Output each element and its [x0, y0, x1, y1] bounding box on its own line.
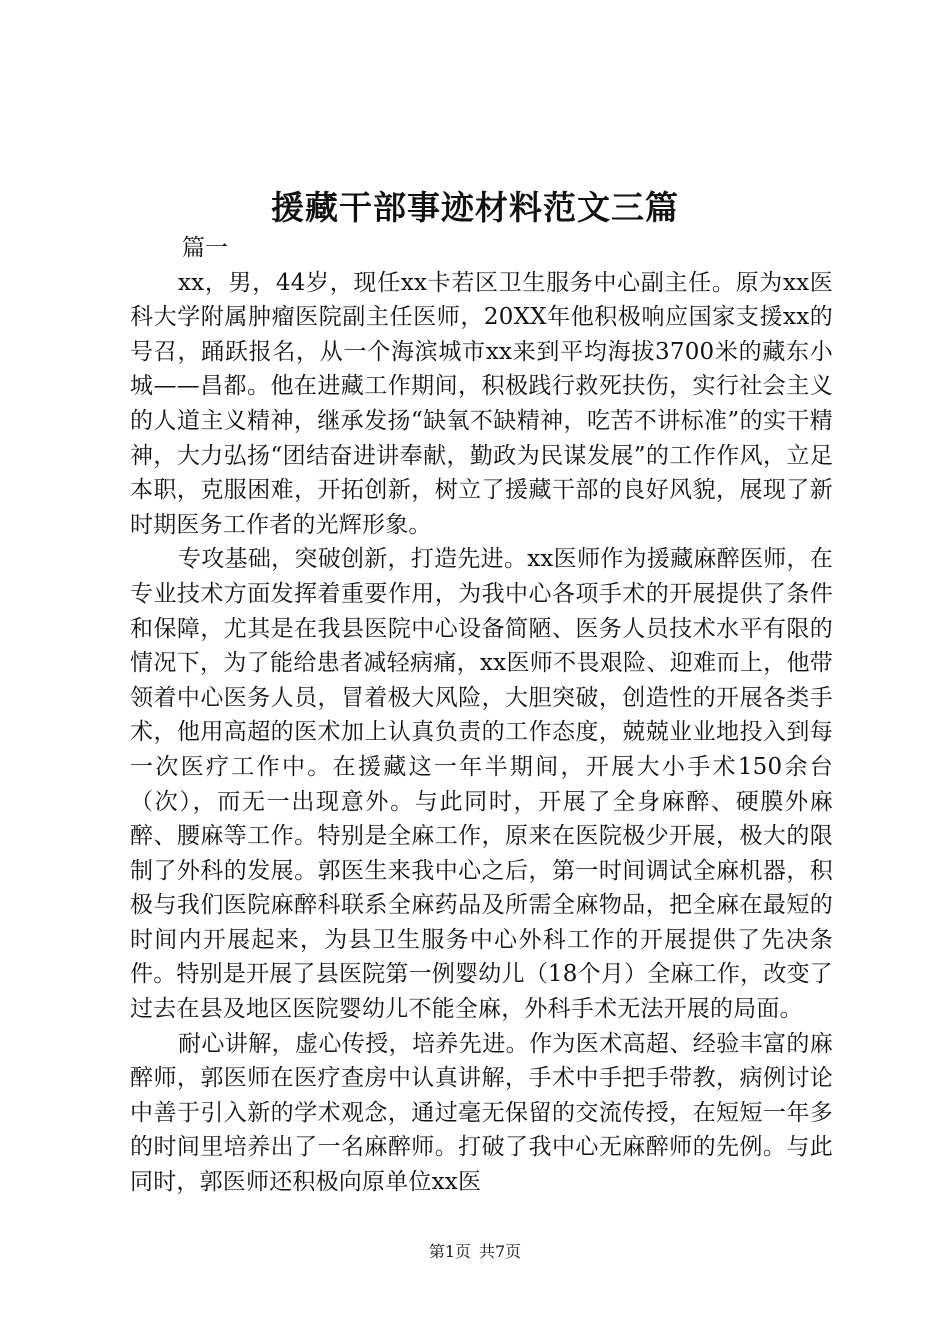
paragraph-2: 专攻基础，突破创新，打造先进。xx医师作为援藏麻醉医师，在专业技术方面发挥着重要作用，为我中心各项手术的开展提供了条件和保障，尤其是在我县医院中心设备简陋、医务人员技术水平有限的情况下，为了能给患者减轻病痛，xx医师不畏艰险、迎难而上，他带领着中心医务人员，冒着极大风险，大胆突破，创造性的开展各类手术，他用高超的医术加上认真负责的工作态度，兢兢业业地投入到每一次医疗工作中。在援藏这一年半期间，开展大小手术150余台（次），而无一出现意外。与此同时，开展了全身麻醉、硬膜外麻醉、腰麻等工作。特别是全麻工作，原来在医院极少开展，极大的限制了外科的发展。郭医生来我中心之后，第一时间调试全麻机器，积极与我们医院麻醉科联系全麻药品及所需全麻物品，把全麻在最短的时间内开展起来，为县卫生服务中心外科工作的开展提供了先决条件。特别是开展了县医院第一例婴幼儿（18个月）全麻工作，改变了过去在县及地区医院婴幼儿不能全麻，外科手术无法开展的局面。 [130, 546, 833, 1023]
page-footer [0, 1240, 950, 1264]
page-number: 第1页 [428, 1242, 471, 1261]
paragraph-3: 耐心讲解，虚心传授，培养先进。作为医术高超、经验丰富的麻醉师，郭医师在医疗查房中认真讲解，手术中手把手带教，病例讨论中善于引入新的学术观念，通过毫无保留的交流传授，在短短一年多的时间里培养出了一名麻醉师。打破了我中心无麻醉师的先例。与此同时，郭医师还积极向原单位xx医 [130, 1030, 833, 1196]
page-total: 共7页 [479, 1242, 522, 1261]
document-body [130, 231, 833, 1200]
section-label: 篇一 [182, 235, 228, 261]
paragraph-1: xx，男，44岁，现任xx卡若区卫生服务中心副主任。原为xx医科大学附属肿瘤医院副主任医师，20XX年他积极响应国家支援xx的号召，踊跃报名，从一个海滨城市xx来到平均海拔3700米的藏东小城——昌都。他在进藏工作期间，积极践行救死扶伤，实行社会主义的人道主义精神，继承发扬“缺氧不缺精神，吃苦不讲标准”的实干精神，大力弘扬“团结奋进讲奉献，勤政为民谋发展”的工作作风，立足本职，克服困难，开拓创新，树立了援藏干部的良好风貌，展现了新时期医务工作者的光辉形象。 [130, 269, 833, 538]
document-title: 援藏干部事迹材料范文三篇 [271, 188, 679, 227]
